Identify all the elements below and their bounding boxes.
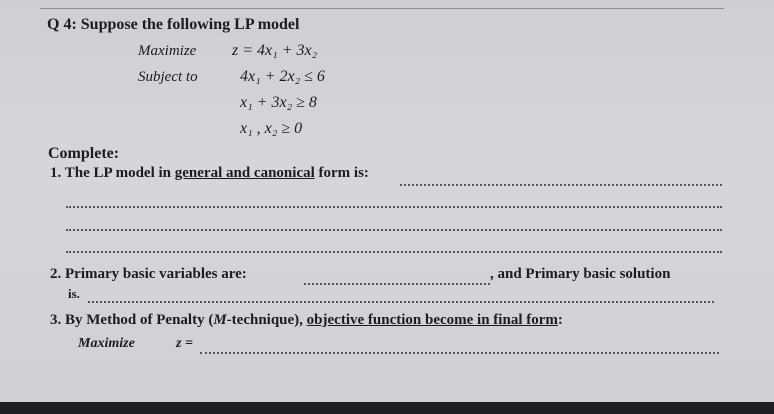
- item-3-middle: -technique),: [226, 312, 303, 328]
- item-1-suffix: form is:: [318, 165, 369, 181]
- item-3-z-eq: z =: [176, 336, 193, 351]
- item-2-line-1: [50, 266, 247, 283]
- question-title: Q 4: Suppose the following LP model: [47, 16, 300, 33]
- answer-line-1b: [66, 206, 722, 208]
- item-1-number: 1.: [50, 165, 62, 181]
- answer-line-2b: [88, 301, 714, 303]
- constraint-2: x₁ + 3x₂ ≥ 8: [240, 94, 317, 111]
- item-3-number: 3.: [50, 312, 62, 328]
- item-3-maximize-label: Maximize: [78, 336, 135, 351]
- complete-heading: Complete:: [48, 145, 120, 162]
- constraint-1: 4x₁ + 2x₂ ≤ 6: [240, 68, 325, 85]
- answer-line-1c: [66, 229, 722, 231]
- top-rule: [40, 8, 724, 9]
- subject-to-label: Subject to: [138, 69, 198, 85]
- item-2-number: 2.: [50, 266, 62, 282]
- item-1-text: [50, 165, 369, 182]
- item-2-text-a: Primary basic variables are:: [65, 266, 247, 282]
- constraint-nonneg: x₁ , x₂ ≥ 0: [240, 120, 303, 137]
- item-2-text-b: , and Primary basic solution: [490, 266, 671, 282]
- answer-line-1d: [66, 251, 722, 253]
- item-2-text-c: is.: [68, 286, 80, 301]
- item-1-prefix: The LP model in: [64, 165, 172, 181]
- item-3-underlined: objective function become in final form: [306, 312, 558, 328]
- item-3-text: [50, 312, 563, 329]
- maximize-label: Maximize: [138, 43, 197, 59]
- item-3-suffix: :: [557, 312, 563, 328]
- answer-line-1a: [400, 184, 722, 186]
- objective-function: z = 4x₁ + 3x₂: [232, 42, 318, 59]
- photo-bottom-edge: [0, 402, 774, 414]
- answer-line-2a: [304, 283, 490, 285]
- item-3-m: M: [213, 312, 227, 328]
- item-3-prefix: By Method of Penalty (: [65, 312, 214, 328]
- answer-line-3: [200, 352, 719, 354]
- item-1-underlined: general and canonical: [174, 165, 315, 181]
